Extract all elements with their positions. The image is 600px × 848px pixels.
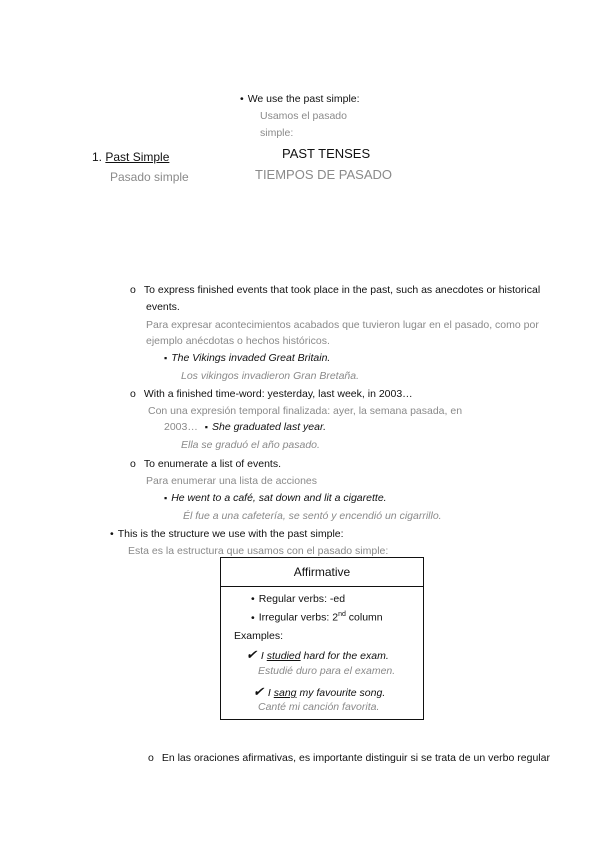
example-1	[246, 647, 389, 663]
page-title: PAST TENSES	[282, 146, 371, 161]
regular-verbs-item	[251, 593, 345, 605]
structure-bullet-text: This is the structure we use with the past simple:	[117, 528, 344, 540]
footer-note-text: En las oraciones afirmativas, es importante distinguir si se trata de un verbo regular	[161, 752, 550, 764]
irregular-verbs-sup: nd	[338, 611, 346, 618]
use-2-example	[205, 421, 326, 433]
regular-verbs-label: Regular verbs	[258, 593, 325, 605]
use-3-text: To enumerate a list of events.	[143, 458, 281, 470]
regular-verbs-value: : -ed	[324, 593, 346, 605]
page-subtitle: TIEMPOS DE PASADO	[255, 167, 393, 182]
use-1-example	[164, 352, 330, 364]
use-2-translation-line1: Con una expresión temporal finalizada: ayer, la semana pasada, en	[148, 405, 463, 417]
irregular-verbs-label: Irregular verbs	[258, 611, 327, 624]
use-3-example-text: He went to a café, sat down and lit a cigarette.	[171, 492, 387, 504]
section-subheading: Pasado simple	[110, 170, 189, 184]
use-2-example-translation: Ella se graduó el año pasado.	[181, 439, 320, 451]
section-title: Past Simple	[105, 150, 170, 164]
intro-bullet	[240, 93, 360, 105]
use-2-example-text: She graduated last year.	[211, 421, 327, 433]
irregular-verbs-value: : 2	[326, 611, 339, 624]
example-2	[253, 684, 385, 700]
use-3-example-translation: Él fue a una cafetería, se sentó y encendió un cigarrillo.	[183, 510, 442, 522]
structure-bullet	[110, 528, 344, 540]
use-1-translation-line1: Para expresar acontecimientos acabados que tuvieron lugar en el pasado, como por	[146, 319, 539, 331]
use-2-text: With a finished time-word: yesterday, last week, in 2003…	[143, 388, 413, 400]
examples-label: Examples:	[234, 630, 284, 642]
footer-note	[148, 752, 550, 764]
example-1-post: hard for the exam.	[300, 650, 389, 662]
use-2-translation-line2: 2003…	[164, 421, 198, 433]
use-item-3	[130, 458, 281, 470]
intro-bullet-text: We use the past simple:	[247, 93, 360, 105]
section-number: 1.	[92, 150, 103, 164]
use-3-example	[164, 492, 387, 504]
use-item-1	[130, 284, 540, 296]
use-1-translation-line2: ejemplo anécdotas o hechos históricos.	[146, 335, 330, 347]
checkmark-icon: ✔	[253, 684, 264, 699]
use-2-line	[164, 421, 326, 433]
use-item-2	[130, 388, 413, 400]
affirmative-header: Affirmative	[221, 558, 423, 587]
example-1-verb: studied	[266, 650, 301, 662]
example-2-post: my favourite song.	[296, 687, 386, 699]
use-1-example-text: The Vikings invaded Great Britain.	[171, 352, 331, 364]
intro-translation-line1: Usamos el pasado	[260, 110, 347, 122]
use-1-text-cont: events.	[146, 301, 180, 313]
use-3-translation: Para enumerar una lista de acciones	[146, 475, 318, 487]
example-1-pre: I	[260, 650, 267, 662]
checkmark-icon: ✔	[246, 647, 257, 662]
example-2-translation: Canté mi canción favorita.	[258, 701, 380, 713]
structure-translation: Esta es la estructura que usamos con el pasado simple:	[128, 545, 389, 557]
affirmative-box	[220, 557, 424, 720]
example-1-translation: Estudié duro para el examen.	[258, 665, 396, 677]
section-heading	[92, 150, 169, 164]
irregular-verbs-tail: column	[345, 611, 383, 624]
use-1-text: To express finished events that took place in the past, such as anecdotes or historical	[143, 284, 541, 296]
use-1-example-translation: Los vikingos invadieron Gran Bretaña.	[181, 370, 360, 382]
example-2-pre: I	[267, 687, 274, 699]
intro-translation-line2: simple:	[260, 127, 294, 139]
irregular-verbs-item	[251, 611, 383, 624]
example-2-verb: sang	[273, 687, 297, 699]
